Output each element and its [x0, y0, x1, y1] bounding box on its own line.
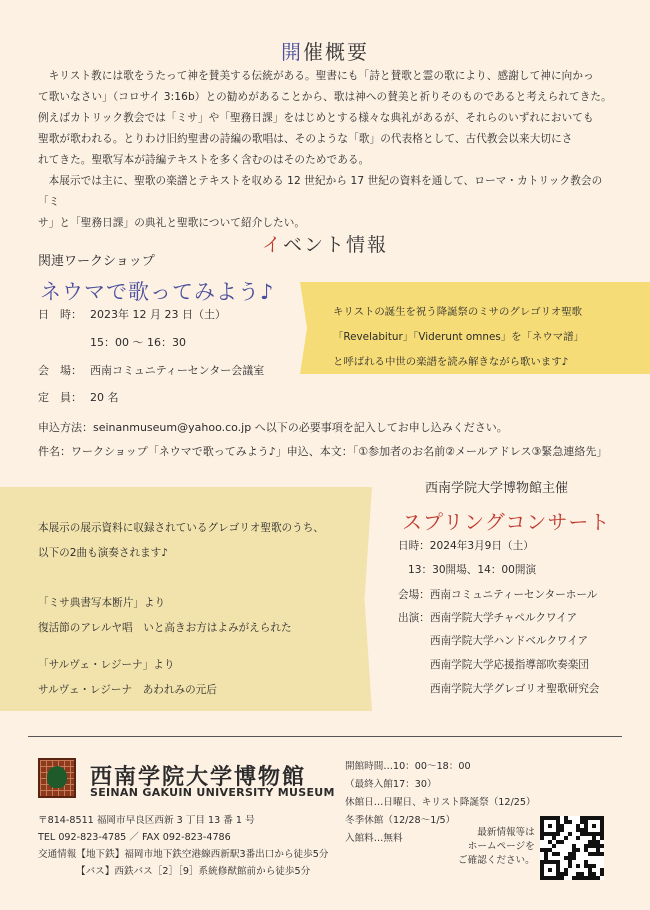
event-title-rest: ベント情報 — [283, 234, 389, 256]
concert-name: スプリングコンサート — [402, 510, 611, 534]
performer: 西南学院大学グレゴリオ聖歌研究会 — [430, 683, 600, 695]
tel-fax: TEL 092-823-4785 ／ FAX 092-823-4786 — [38, 832, 231, 843]
concert-venue: 会場：西南コミュニティーセンターホール — [398, 589, 598, 601]
venue-key: 会 場： — [38, 364, 82, 377]
workshop-label: 関連ワークショップ — [38, 254, 155, 269]
intro-line: サ」と「聖務日課」の典礼と聖歌について紹介したい。 — [38, 217, 306, 229]
museum-name-en: SEINAN GAKUIN UNIVERSITY MUSEUM — [90, 786, 335, 799]
capacity-value: 20 名 — [90, 391, 119, 404]
postal-address: 〒814-8511 福岡市早良区西新 3 丁目 13 番 1 号 — [38, 815, 255, 826]
latest-line: ご確認ください。 — [458, 855, 535, 866]
song2-source: 「サルヴェ・レジーナ」より — [38, 659, 175, 671]
workshop-highlight-text — [333, 300, 633, 375]
concert-time: 13：30開場、14：00開演 — [408, 564, 537, 576]
highlight-line: と呼ばれる中世の楽譜を読み解きながら歌います♪ — [333, 356, 569, 368]
intro-line: 本展示では主に、聖歌の楽譜とテキストを収める 12 世紀から 17 世紀の資料を通して、ローマ・カトリック教会の「ミ — [38, 175, 603, 208]
date-value: 2023年 12 月 23 日（土） — [90, 308, 226, 321]
intro-line: キリスト教には歌をうたって神を賛美する伝統がある。聖書にも「詩と賛歌と霊の歌により、感謝して神に向かっ — [48, 70, 594, 82]
intro-line: て歌いなさい」（コロサイ 3:16b）との勧めがあることから、歌は神への賛美と祈りそのものであると考えられてきた。 — [38, 91, 612, 103]
concert-date: 日時：2024年3月9日（土） — [398, 540, 534, 552]
access-bus: 【バス】西鉄バス［2］［9］系統修猷館前から徒歩5分 — [76, 866, 311, 877]
highlight-line: キリストの誕生を祝う降誕祭のミサのグレゴリオ聖歌 — [333, 306, 583, 318]
hours-line: 休館日…日曜日、キリスト降誕祭（12/25） — [345, 797, 536, 808]
concert-sponsor: 西南学院大学博物館主催 — [425, 481, 569, 496]
workshop-time: 15：00 ～ 16：30 — [90, 336, 186, 349]
performer: 西南学院大学応援指導部吹奏楽団 — [430, 659, 589, 671]
access-subway: 交通情報【地下鉄】福岡市地下鉄空港線西新駅3番出口から徒歩5分 — [38, 849, 329, 860]
workshop-name: ネウマで歌ってみよう♪ — [40, 280, 275, 304]
workshop-capacity-row — [38, 389, 119, 405]
hours-line: 入館料…無料 — [345, 833, 403, 844]
latest-info-note — [458, 826, 535, 868]
date-key: 日 時： — [38, 308, 82, 321]
apply-method: 申込方法：seinanmuseum@yahoo.co.jp へ以下の必要事項を記入してお申し込みください。 — [38, 421, 508, 434]
hours-line: （最終入館17：30） — [345, 779, 437, 790]
workshop-application — [38, 416, 607, 464]
venue-value: 西南コミュニティーセンター会議室 — [90, 364, 265, 377]
overview-text — [38, 66, 620, 234]
workshop-date-row — [38, 306, 226, 322]
footer-divider — [28, 736, 622, 737]
song1-source: 「ミサ典書写本断片」より — [38, 597, 166, 609]
song1-title: 復活節のアレルヤ唱 いと高きお方はよみがえられた — [38, 622, 292, 634]
performers-label: 出演： — [398, 612, 430, 624]
note-line: 本展示の展示資料に収録されているグレゴリオ聖歌のうち、 — [38, 522, 324, 534]
note-line: 以下の2曲も演奏されます♪ — [38, 547, 169, 559]
intro-line: 例えばカトリック教会では「ミサ」や「聖務日課」をはじめとする様々な典礼があるが、それらのいずれにおいても — [38, 112, 594, 124]
performer: 西南学院大学ハンドベルクワイア — [430, 635, 589, 647]
overview-title — [0, 36, 650, 65]
apply-subject: 件名：ワークショップ「ネウマで歌ってみよう♪」申込、本文：「①参加者のお名前②メールアドレス③緊急連絡先」 — [38, 445, 608, 458]
intro-line: 聖歌が歌われる。とりわけ旧約聖書の詩編の歌唱は、そのような「歌」の代表格として、古代教会以来大切にさ — [38, 133, 573, 145]
performer: 西南学院大学チャペルクワイア — [430, 612, 578, 624]
overview-title-rest: 催概要 — [303, 40, 369, 64]
qr-code-icon[interactable] — [540, 816, 604, 880]
intro-line: れてきた。聖歌写本が詩編テキストを多く含むのはそのためである。 — [38, 154, 370, 166]
event-title-initial: イ — [261, 234, 283, 256]
concert-note — [38, 516, 358, 703]
capacity-key: 定 員： — [38, 391, 82, 404]
song2-title: サルヴェ・レジーナ あわれみの元后 — [38, 684, 217, 696]
hours-line: 開館時間…10：00～18：00 — [345, 761, 471, 772]
hours-line: 冬季休館（12/28～1/5） — [345, 815, 456, 826]
logo-leaf-icon — [47, 766, 67, 788]
highlight-line: 「Revelabitur」「Viderunt omnes」を「ネウマ譜」 — [333, 331, 584, 343]
latest-line: ホームページを — [467, 841, 535, 852]
latest-line: 最新情報等は — [477, 827, 535, 838]
overview-title-initial: 開 — [281, 40, 303, 64]
workshop-venue-row — [38, 362, 264, 378]
museum-name-jp: 西南学院大学博物館 — [90, 764, 307, 790]
